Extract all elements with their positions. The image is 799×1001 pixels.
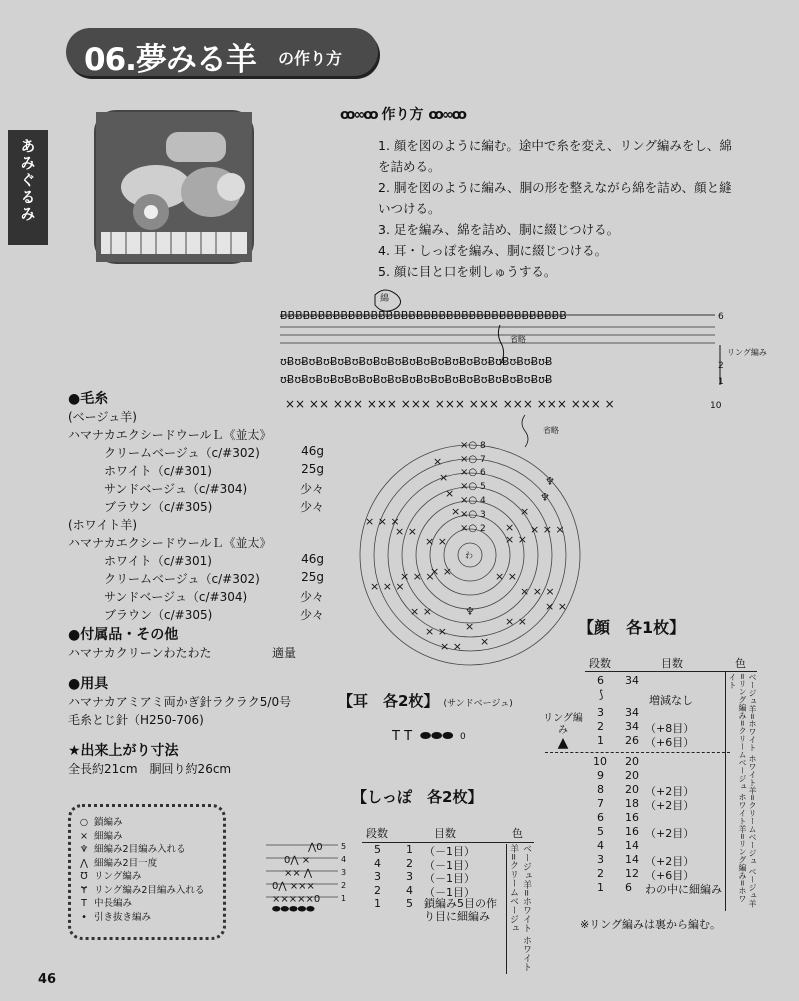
step-2: 2. 胴を図のように編み、胴の形を整えながら綿を詰め、顔と縫 <box>378 180 732 195</box>
materials-section <box>68 388 324 624</box>
face-color-bottom2: ホワイト羊=リング編み=ホワイト <box>728 673 747 903</box>
face-color-top: ベージュ羊=ホワイト <box>748 673 757 752</box>
svg-text:×× ×× ××× ××× ××× ××× ××× ×××: ×× ×× ××× ××× ××× ××× ××× ××× ××× ××× × <box>285 397 615 411</box>
svg-text:× ×: × × <box>425 535 447 548</box>
size-section <box>68 740 231 777</box>
yarn-amount: 46g <box>301 444 324 458</box>
cell: 26 <box>625 734 639 747</box>
table-row: ⟆ 増減なし <box>599 688 693 707</box>
cell: 34 <box>625 720 639 733</box>
cell: わの中に細編み <box>645 883 722 896</box>
legend-label: 細編み <box>94 830 123 842</box>
cell: （－1目） <box>424 872 475 885</box>
svg-text:× ×: × × <box>410 605 432 618</box>
cell: 5 <box>406 897 413 910</box>
cell: （+2目） <box>645 827 695 840</box>
circle-row-5: 5 <box>480 482 486 492</box>
svg-text:×○: ×○ <box>460 523 478 534</box>
row-label-1: 1 <box>718 377 724 387</box>
tail-row-2: 2 <box>341 881 347 890</box>
yarn-item: クリームベージュ（c/#302) <box>104 572 260 586</box>
svg-text:ʊɃʊɃʊɃʊɃʊɃʊɃʊɃʊɃʊɃʊɃʊɃʊɃʊɃʊɃʊɃ: ʊɃʊɃʊɃʊɃʊɃʊɃʊɃʊɃʊɃʊɃʊɃʊɃʊɃʊɃʊɃʊɃʊɃʊɃʊɃ <box>280 373 553 386</box>
svg-text:0⋀ ×××: 0⋀ ××× <box>272 881 315 892</box>
yarn-amount: 46g <box>301 552 324 566</box>
tail-row-1: 1 <box>341 894 347 903</box>
tail-header-color: 色 <box>512 827 523 840</box>
cell: 12 <box>625 867 639 880</box>
svg-text:0: 0 <box>460 732 466 742</box>
legend-row <box>77 911 223 925</box>
ear-title <box>338 690 513 711</box>
side-tab <box>8 130 48 245</box>
howto-heading-text: 作り方 <box>381 107 424 123</box>
svg-text:×: × <box>520 505 530 518</box>
materials-heading: ●毛糸 <box>68 391 109 407</box>
tail-table <box>362 822 534 972</box>
svg-text:× ×: × × <box>440 640 462 653</box>
step-5: 5. 顔に目と口を刺しゅうする。 <box>378 264 557 279</box>
cell: 7 <box>597 797 604 810</box>
yarn-item: ブラウン（c/#305) <box>104 608 213 622</box>
half-double-icon: T <box>81 898 87 909</box>
table-row <box>362 884 522 898</box>
legend-row <box>77 884 223 898</box>
body-stitch-diagram <box>270 285 767 415</box>
cotton-label: 綿 <box>380 294 390 304</box>
svg-text:×: × <box>505 521 515 534</box>
single-crochet-icon: × <box>80 830 88 842</box>
cell: 6 <box>597 811 604 824</box>
cell: 6 <box>597 674 604 687</box>
yarn-amount: 少々 <box>299 608 324 622</box>
tail-row-4: 4 <box>341 855 347 864</box>
table-row <box>362 870 522 884</box>
legend-label: 鎖編み <box>94 817 123 828</box>
cell: （+6目） <box>645 869 695 882</box>
tail-color-note: ベージュ羊=ホワイト ホワイト羊=クリームベージュ <box>506 844 533 974</box>
cell: 1 <box>597 734 604 747</box>
chain-stitch-icon: ○ <box>79 817 89 828</box>
svg-text:×○: ×○ <box>460 481 478 492</box>
tool-item: 毛糸とじ針（H250-706) <box>68 713 204 727</box>
step-3: 3. 足を編み、綿を詰め、胴に綴じつける。 <box>378 222 620 237</box>
cell: 2 <box>597 720 604 733</box>
svg-text:×: × <box>451 505 461 518</box>
svg-text:ʊɃʊɃʊɃʊɃʊɃʊɃʊɃʊɃʊɃʊɃʊɃʊɃʊɃʊɃʊɃ: ʊɃʊɃʊɃʊɃʊɃʊɃʊɃʊɃʊɃʊɃʊɃʊɃʊɃʊɃʊɃʊɃʊɃʊɃʊɃ <box>280 355 553 368</box>
beige-sheep-label: (ベージュ羊) <box>68 410 137 424</box>
svg-text:×: × <box>433 455 443 468</box>
side-tab-label: あみぐるみ <box>18 138 37 223</box>
legend-label: 引き抜き編み <box>94 911 152 923</box>
step-4: 4. 耳・しっぽを編み、胴に綴じつける。 <box>378 243 608 258</box>
face-table <box>585 653 757 911</box>
svg-text:T T: T T <box>392 729 413 744</box>
svg-text:×○: ×○ <box>460 467 478 478</box>
tool-item: ハマナカアミアミ両かぎ針ラクラク5/0号 <box>68 695 292 709</box>
svg-text:♆: ♆ <box>540 491 550 504</box>
face-color-bottom: ベージュ羊=リング編み=クリームベージュ <box>738 673 757 908</box>
cell: 鎖編み5目の作り目に細編み <box>424 897 497 923</box>
svg-text:× × ×: × × × <box>365 515 400 528</box>
cell: （－1目） <box>424 845 475 858</box>
legend-row <box>77 830 223 844</box>
cell: （+2目） <box>645 855 695 868</box>
legend-label: 細編み2目一度 <box>94 857 158 869</box>
face-header-row: 段数 <box>589 657 611 670</box>
omit-label-2: 省略 <box>543 426 559 435</box>
tools-heading: ●用具 <box>68 676 109 692</box>
svg-text:×: × <box>465 620 475 633</box>
yarn-item: ブラウン（c/#305) <box>104 500 213 514</box>
row-label-2: 2 <box>718 361 724 371</box>
tail-row-5: 5 <box>341 842 347 851</box>
circle-row-2: 2 <box>480 524 486 534</box>
cell: 14 <box>625 839 639 852</box>
cell: 34 <box>625 674 639 687</box>
svg-text:×: × <box>480 635 490 648</box>
table-row <box>362 843 522 857</box>
face-header-count: 目数 <box>661 657 683 670</box>
cell: 5 <box>597 825 604 838</box>
cell: 20 <box>625 769 639 782</box>
cell: 2 <box>374 883 381 897</box>
svg-text:× ×: × × <box>495 570 517 583</box>
yarn-amount: 25g <box>301 570 324 584</box>
tail-header-count: 目数 <box>434 827 456 840</box>
cell: 3 <box>374 870 381 883</box>
yarn-name-beige: ハマナカエクシードウールＬ《並太》 <box>68 428 272 442</box>
cell: 3 <box>597 706 604 719</box>
legend-row <box>77 897 223 911</box>
size-value: 全長約21cm 胴回り約26cm <box>68 762 232 776</box>
cell: （－1目） <box>424 885 475 899</box>
omit-label-1: 省略 <box>510 335 526 344</box>
cell: 5 <box>374 843 381 856</box>
up-arrow-icon: ▲ <box>557 735 569 751</box>
tail-title: 【しっぽ 各2枚】 <box>352 788 483 806</box>
yarn-item: クリームベージュ（c/#302) <box>104 446 260 460</box>
svg-text:×○: ×○ <box>460 509 478 520</box>
stitch-legend <box>68 804 226 940</box>
yarn-item: サンドベージュ（c/#304) <box>104 482 248 496</box>
svg-text:×: × <box>445 487 455 500</box>
legend-row <box>77 816 223 830</box>
yarn-item: サンドベージュ（c/#304) <box>104 590 248 604</box>
row-label-6: 6 <box>718 312 724 322</box>
slip-stitch-icon: • <box>81 911 87 923</box>
yarn-amount: 少々 <box>299 590 324 604</box>
cell: 16 <box>625 811 639 824</box>
cell: （+6目） <box>645 736 695 749</box>
face-table-title: 【顔 各1枚】 <box>578 618 686 637</box>
center-label: わ <box>465 551 473 560</box>
accessories-section <box>68 624 296 662</box>
ear-title-text: 【耳 各2枚】 <box>338 692 439 710</box>
sheep-photo-illustration <box>96 112 252 262</box>
ring-side-text: リング編み <box>543 713 583 736</box>
cell: 3 <box>406 870 413 883</box>
ear-stitch-chart <box>392 725 482 750</box>
product-photo <box>94 110 254 264</box>
cell: 10 <box>593 755 607 768</box>
row-label-10: 10 <box>710 401 722 411</box>
cell: 1 <box>406 843 413 856</box>
legend-row <box>77 857 223 871</box>
step-2-cont: いつける。 <box>378 201 441 216</box>
svg-text:×○: ×○ <box>460 495 478 506</box>
svg-text:0⋀ ×: 0⋀ × <box>284 855 311 866</box>
howto-steps <box>378 136 732 283</box>
cell: 20 <box>625 783 639 796</box>
svg-text:×: × <box>439 471 449 484</box>
face-header-color: 色 <box>735 657 746 670</box>
howto-heading <box>340 104 465 124</box>
circle-row-4: 4 <box>480 496 486 506</box>
tail-header-row: 段数 <box>366 827 388 840</box>
cell: 1 <box>374 897 381 910</box>
cell: 2 <box>406 856 413 870</box>
legend-label: 細編み2目編み入れる <box>94 844 186 855</box>
svg-text:× × ×: × × × <box>370 580 405 593</box>
circle-row-7: 7 <box>480 455 486 465</box>
cell: 8 <box>597 783 604 796</box>
tail-stitch-chart <box>266 838 358 914</box>
ring-side-label <box>543 713 583 749</box>
legend-label: リング編み <box>94 871 142 882</box>
svg-text:× ×: × × <box>505 615 527 628</box>
size-heading: ★出来上がり寸法 <box>68 743 179 759</box>
cell: 16 <box>625 825 639 838</box>
svg-text:× ×: × × <box>395 525 417 538</box>
cell: （－1目） <box>424 858 475 872</box>
table-row <box>362 857 522 871</box>
cell: 14 <box>625 853 639 866</box>
cell: 20 <box>625 755 639 768</box>
face-note: ※リング編みは裏から編む。 <box>580 918 721 931</box>
yarn-item: ホワイト（c/#301) <box>104 464 212 478</box>
svg-text:×○: ×○ <box>460 440 478 451</box>
yarn-amount: 少々 <box>299 482 324 496</box>
svg-text:× ×: × × <box>425 625 447 638</box>
table-row <box>362 897 522 927</box>
cell: 2 <box>597 867 604 880</box>
decrease-icon: ⋀ <box>80 857 88 869</box>
face-color-notes <box>727 673 757 909</box>
accessory-item: ハマナカクリーンわたわた <box>68 646 212 660</box>
cell: 増減なし <box>649 694 693 707</box>
svg-text:× × ×: × × × <box>520 585 555 598</box>
svg-text:× × ×: × × × <box>400 570 435 583</box>
svg-text:×××××0: ×××××0 <box>272 894 321 905</box>
cell: 9 <box>597 769 604 782</box>
svg-text:× ×: × × <box>505 533 527 546</box>
legend-row <box>77 870 223 884</box>
increase-icon: ♆ <box>79 844 89 855</box>
legend-row <box>77 843 223 857</box>
face-stitch-diagram <box>355 415 585 665</box>
step-1: 1. 顔を図のように編む。途中で糸を変え、リング編みをし、綿 <box>378 138 732 153</box>
svg-text:♆: ♆ <box>465 605 475 618</box>
cell: 3 <box>597 853 604 866</box>
accessory-amount: 適量 <box>271 646 296 660</box>
circle-row-6: 6 <box>480 468 486 478</box>
cell: 1 <box>597 881 604 894</box>
cell: （+8目） <box>645 722 695 735</box>
yarn-amount: 少々 <box>299 500 324 514</box>
svg-text:× ×: × × <box>545 600 567 613</box>
tail-row-3: 3 <box>341 868 347 877</box>
svg-text:♆: ♆ <box>545 475 555 488</box>
legend-label: 中長編み <box>94 898 133 909</box>
svg-text:ɃɃɃɃɃɃɃɃɃɃɃɃɃɃɃɃɃɃɃɃɃɃɃɃɃɃɃɃɃɃ: ɃɃɃɃɃɃɃɃɃɃɃɃɃɃɃɃɃɃɃɃɃɃɃɃɃɃɃɃɃɃɃɃɃɃɃɃɃɃ <box>280 309 567 322</box>
cell: （+2目） <box>645 799 695 812</box>
step-1-cont: を詰める。 <box>378 159 441 174</box>
ornament-right-icon: ꝏ∞ꝏ <box>428 107 466 123</box>
svg-text:× ×: × × <box>430 565 452 578</box>
ear-subtitle: (サンドベージュ) <box>443 699 513 709</box>
svg-text:⋀0: ⋀0 <box>308 842 323 853</box>
cell: 4 <box>597 839 604 852</box>
ornament-left-icon: ꝏ∞ꝏ <box>340 107 377 123</box>
tools-section <box>68 673 291 729</box>
white-sheep-label: (ホワイト羊) <box>68 518 138 532</box>
svg-text:⬬⬬⬬⬬⬬: ⬬⬬⬬⬬⬬ <box>272 904 315 915</box>
ring-label: リング編み <box>727 348 767 357</box>
cell: 6 <box>625 881 632 894</box>
cell: （+2目） <box>645 785 695 798</box>
svg-text:× × ×: × × × <box>530 523 565 536</box>
cell: 34 <box>625 706 639 719</box>
cell: 4 <box>374 856 381 870</box>
loop-stitch-icon: Ʊ <box>80 871 88 882</box>
loop-increase-icon: Ɏ <box>81 884 87 896</box>
circle-row-3: 3 <box>480 510 486 520</box>
accessories-heading: ●付属品・その他 <box>68 627 179 643</box>
legend-label: リング編み2目編み入れる <box>94 884 205 896</box>
svg-text:⬬⬬⬬: ⬬⬬⬬ <box>420 729 454 744</box>
yarn-item: ホワイト（c/#301) <box>104 554 212 568</box>
yarn-name-white: ハマナカエクシードウールＬ《並太》 <box>68 536 272 550</box>
face-color-top2: ホワイト羊=クリームベージュ <box>748 754 757 865</box>
circle-row-8: 8 <box>480 441 486 451</box>
svg-text:×○: ×○ <box>460 454 478 465</box>
svg-text:×× ⋀: ×× ⋀ <box>284 868 313 879</box>
title-suffix: の作り方 <box>278 49 343 68</box>
cell: 4 <box>406 883 413 897</box>
page-number: 46 <box>38 972 57 987</box>
yarn-amount: 25g <box>301 462 324 476</box>
title-main: 06.夢みる羊 <box>84 42 256 78</box>
cell: 18 <box>625 797 639 810</box>
page-title <box>66 28 378 76</box>
